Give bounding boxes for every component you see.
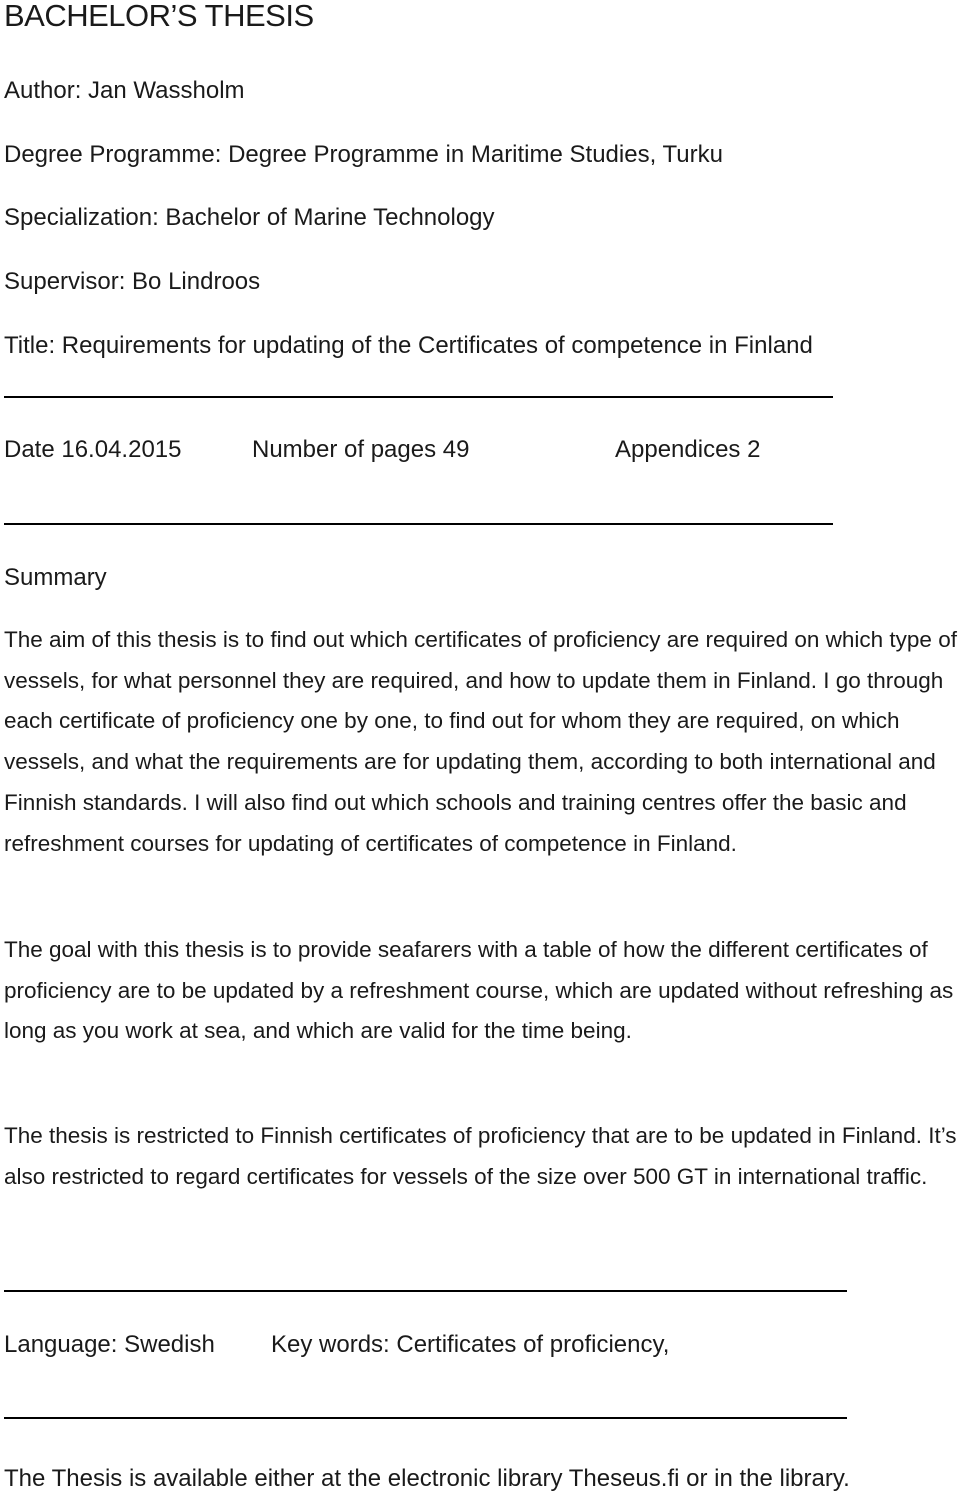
supervisor-line: Supervisor: Bo Lindroos [4,268,261,295]
divider-rule [4,1417,847,1419]
specialization-line: Specialization: Bachelor of Marine Technology [4,204,495,231]
degree-programme-line: Degree Programme: Degree Programme in Maritime Studies, Turku [4,141,723,168]
date-field: Date 16.04.2015 [4,436,182,463]
availability-note: The Thesis is available either at the electronic library Theseus.fi or in the library. [4,1465,850,1492]
divider-rule [4,1290,847,1292]
summary-paragraph: The goal with this thesis is to provide seafarers with a table of how the different certificates of proficiency are to be updated by a refreshment course, which are updated without refreshing as long as you work at sea, and which are valid for the time being. [4,937,954,1044]
summary-heading: Summary [4,564,107,591]
divider-rule [4,523,833,525]
keywords-field: Key words: Certificates of proficiency, [271,1331,670,1358]
language-field: Language: Swedish [4,1331,215,1358]
summary-paragraph: The aim of this thesis is to find out which certificates of proficiency are required on which type of vessels, for what personnel they are required, and how to update them in Finland. I go through each certificate of proficiency one by one, to find out for whom they are required, on which vessels, and what the requirements are for updating them, according to both international and Finnish standards. I will also find out which schools and training centres offer the basic and refreshment courses for updating of certificates of competence in Finland. [4,627,957,856]
author-line: Author: Jan Wassholm [4,77,245,104]
document-title: BACHELOR’S THESIS [4,0,314,33]
summary-paragraph: The thesis is restricted to Finnish certificates of proficiency that are to be updated in Finland. It’s also restricted to regard certificates for vessels of the size over 500 GT in international traffic. [4,1123,957,1189]
appendices-field: Appendices 2 [615,436,761,463]
divider-rule [4,396,833,398]
thesis-title-line: Title: Requirements for updating of the Certificates of competence in Finland [4,332,813,359]
page-count-field: Number of pages 49 [252,436,470,463]
